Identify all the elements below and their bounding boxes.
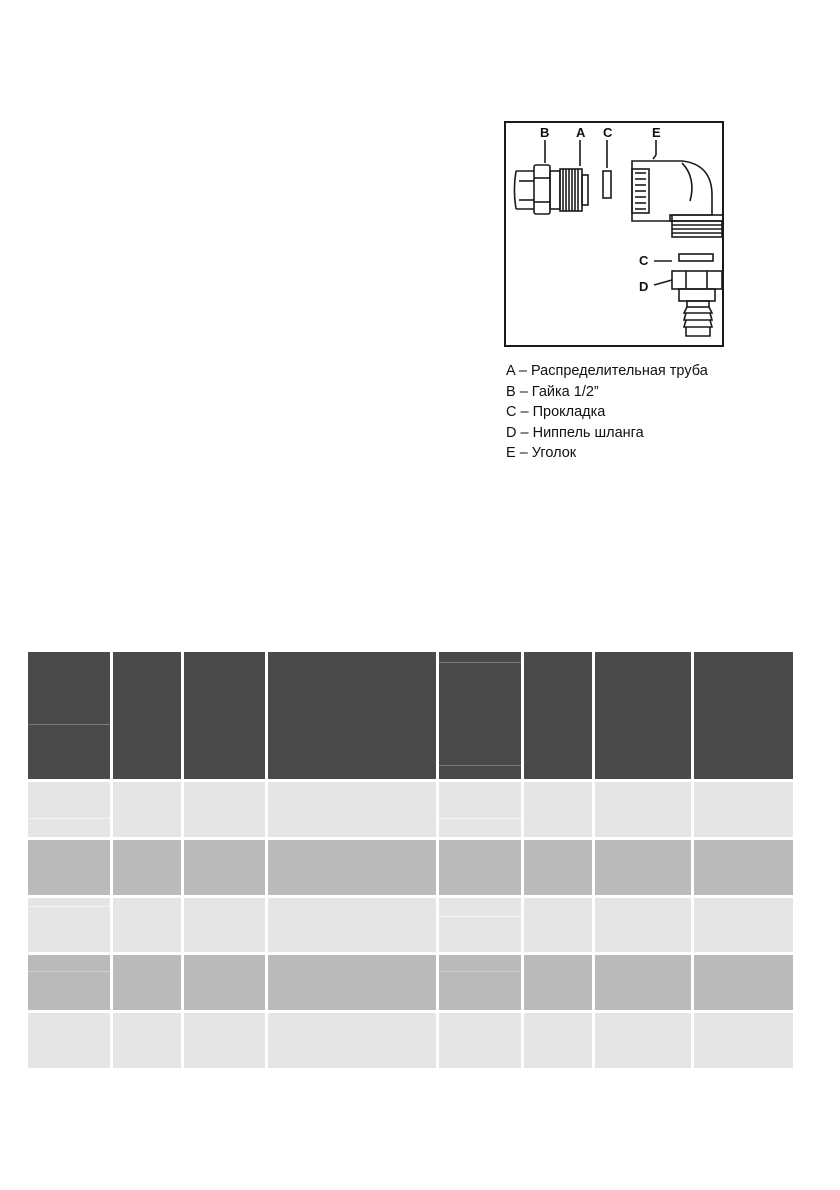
- table-cell: [595, 782, 694, 840]
- table-cell: [268, 955, 439, 1013]
- table-cell: [28, 898, 113, 956]
- table-cell: [268, 782, 439, 840]
- table-cell: [595, 955, 694, 1013]
- table-cell: [184, 1013, 268, 1068]
- table-cell: [439, 955, 524, 1013]
- legend-item-b: B – Гайка 1/2”: [506, 383, 599, 400]
- legend-item-a: A – Распределительная труба: [506, 363, 708, 379]
- header-cell: [524, 652, 595, 782]
- table-row: [28, 898, 793, 956]
- table-cell: [439, 1013, 524, 1068]
- table-cell: [524, 898, 595, 956]
- table-cell: [439, 898, 524, 956]
- header-cell: [184, 652, 268, 782]
- assembly-diagram: [504, 121, 724, 347]
- table-row: [28, 840, 793, 898]
- table-cell: [28, 955, 113, 1013]
- table-cell: [28, 840, 113, 898]
- table-cell: [268, 898, 439, 956]
- callout-a: A: [576, 125, 586, 140]
- parts-legend: [506, 361, 708, 464]
- legend-item-e: E – Уголок: [506, 445, 577, 461]
- legend-item-c: C – Прокладка: [506, 404, 606, 420]
- header-cell: [439, 652, 524, 782]
- table-cell: [184, 782, 268, 840]
- table-cell: [113, 955, 184, 1013]
- table-cell: [439, 840, 524, 898]
- header-cell: [113, 652, 184, 782]
- table-cell: [595, 1013, 694, 1068]
- table-cell: [694, 782, 793, 840]
- table-cell: [439, 782, 524, 840]
- header-cell: [595, 652, 694, 782]
- table-cell: [524, 955, 595, 1013]
- table-row: [28, 1013, 793, 1068]
- table-cell: [113, 898, 184, 956]
- callout-e: E: [652, 125, 661, 140]
- table-cell: [524, 1013, 595, 1068]
- callout-c-lower: C: [639, 253, 649, 268]
- table-cell: [113, 840, 184, 898]
- table-cell: [694, 1013, 793, 1068]
- table-cell: [184, 955, 268, 1013]
- table-cell: [524, 840, 595, 898]
- header-cell: [28, 652, 113, 782]
- callout-line-d: [654, 280, 672, 285]
- table-row: [28, 955, 793, 1013]
- table-cell: [268, 1013, 439, 1068]
- table-cell: [595, 898, 694, 956]
- fitting-drawing: [506, 123, 722, 345]
- table-cell: [184, 840, 268, 898]
- table-cell: [694, 898, 793, 956]
- callout-b: B: [540, 125, 550, 140]
- table-cell: [694, 840, 793, 898]
- table-header-row: [28, 652, 793, 782]
- callout-d: D: [639, 279, 649, 294]
- table-cell: [113, 1013, 184, 1068]
- header-cell: [268, 652, 439, 782]
- table-cell: [694, 955, 793, 1013]
- header-cell: [694, 652, 793, 782]
- table-cell: [268, 840, 439, 898]
- legend-item-d: D – Ниппель шланга: [506, 424, 644, 441]
- table-cell: [595, 840, 694, 898]
- table-cell: [524, 782, 595, 840]
- table-cell: [28, 1013, 113, 1068]
- specification-table: [28, 652, 793, 1068]
- callout-c: C: [603, 125, 613, 140]
- table-cell: [113, 782, 184, 840]
- table-cell: [184, 898, 268, 956]
- table-row: [28, 782, 793, 840]
- table-cell: [28, 782, 113, 840]
